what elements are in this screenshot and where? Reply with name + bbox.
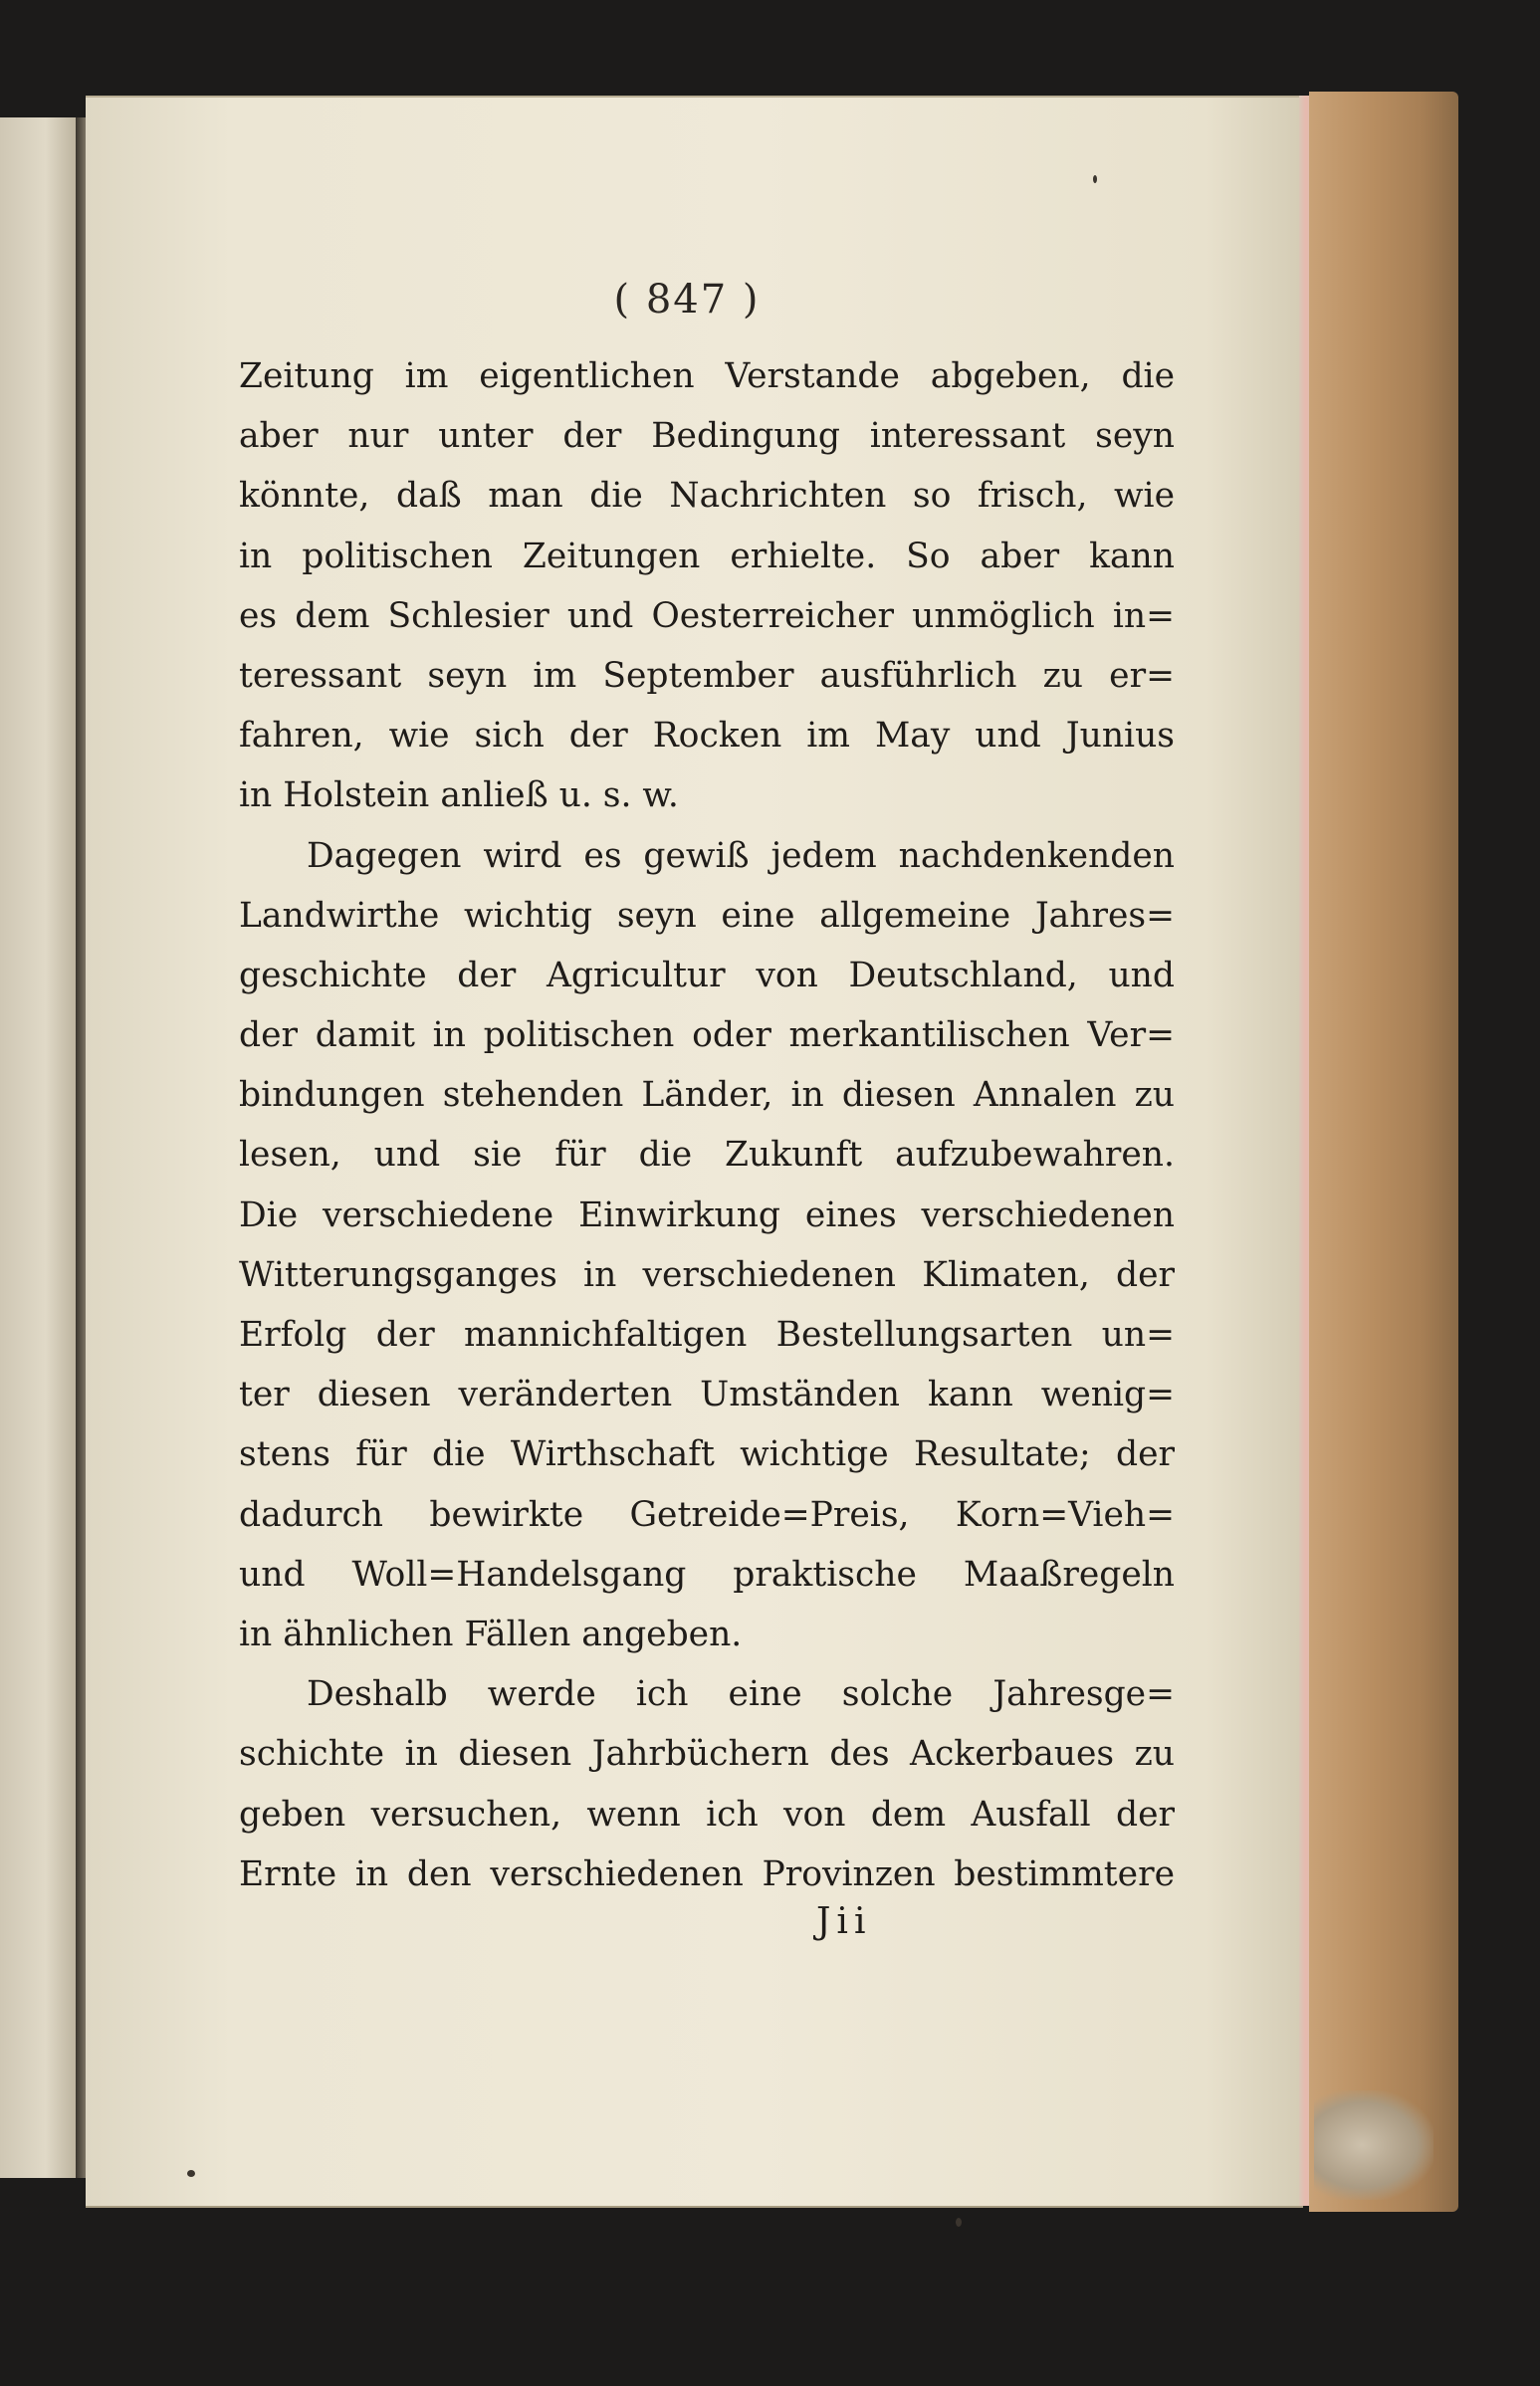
text-line: es dem Schlesier und Oesterreicher unmöglich in= — [239, 595, 1175, 636]
text-line: in Holstein anließ u. s. w. — [239, 775, 679, 816]
signature-mark: Jii — [816, 1901, 872, 1942]
text-line: Erfolg der mannichfaltigen Bestellungsarten un= — [239, 1315, 1175, 1355]
text-line: geben versuchen, wenn ich von dem Ausfall der — [239, 1794, 1175, 1835]
text-line: stens für die Wirthschaft wichtige Resultate; der — [239, 1434, 1175, 1475]
ink-speck — [187, 2170, 195, 2177]
text-line: Witterungsganges in verschiedenen Klimaten, der — [239, 1254, 1175, 1295]
text-line: Landwirthe wichtig seyn eine allgemeine Jahres= — [239, 895, 1175, 936]
text-line: Deshalb werde ich eine solche Jahresge= — [307, 1674, 1175, 1715]
text-line: Zeitung im eigentlichen Verstande abgeben, die — [239, 356, 1175, 396]
text-line: geschichte der Agricultur von Deutschland, und — [239, 955, 1175, 995]
text-line: und Woll=Handelsgang praktische Maaßregeln — [239, 1554, 1175, 1595]
text-line: dadurch bewirkte Getreide=Preis, Korn=Vieh= — [239, 1494, 1175, 1535]
text-line: schichte in diesen Jahrbüchern des Ackerbaues zu — [239, 1734, 1175, 1775]
book-cover-board — [1309, 92, 1458, 2212]
left-page-edge — [0, 117, 79, 2178]
text-line: Die verschiedene Einwirkung eines verschiedenen — [239, 1194, 1175, 1235]
text-line: der damit in politischen oder merkantilischen Ver= — [239, 1015, 1175, 1056]
text-line: in ähnlichen Fällen angeben. — [239, 1614, 743, 1654]
text-line: lesen, und sie für die Zukunft aufzubewahren. — [239, 1135, 1175, 1176]
text-line: in politischen Zeitungen erhielte. So aber kann — [239, 536, 1175, 576]
text-line: könnte, daß man die Nachrichten so frisch, wie — [239, 476, 1175, 517]
text-line: bindungen stehenden Länder, in diesen Annalen zu — [239, 1075, 1175, 1116]
text-line: fahren, wie sich der Rocken im May und Junius — [239, 716, 1175, 757]
cover-wear — [1314, 2090, 1433, 2200]
page-header: ( 847 ) — [613, 277, 761, 323]
text-line: aber nur unter der Bedingung interessant seyn — [239, 416, 1175, 457]
text-line: Dagegen wird es gewiß jedem nachdenkenden — [307, 835, 1175, 876]
text-line: ter diesen veränderten Umständen kann wenig= — [239, 1375, 1175, 1415]
page-body — [239, 346, 1175, 1904]
ink-speck — [1093, 175, 1097, 183]
text-line: teressant seyn im September ausführlich zu er= — [239, 655, 1175, 696]
ink-speck — [956, 2218, 962, 2227]
text-line: Ernte in den verschiedenen Provinzen bestimmtere — [239, 1853, 1175, 1894]
